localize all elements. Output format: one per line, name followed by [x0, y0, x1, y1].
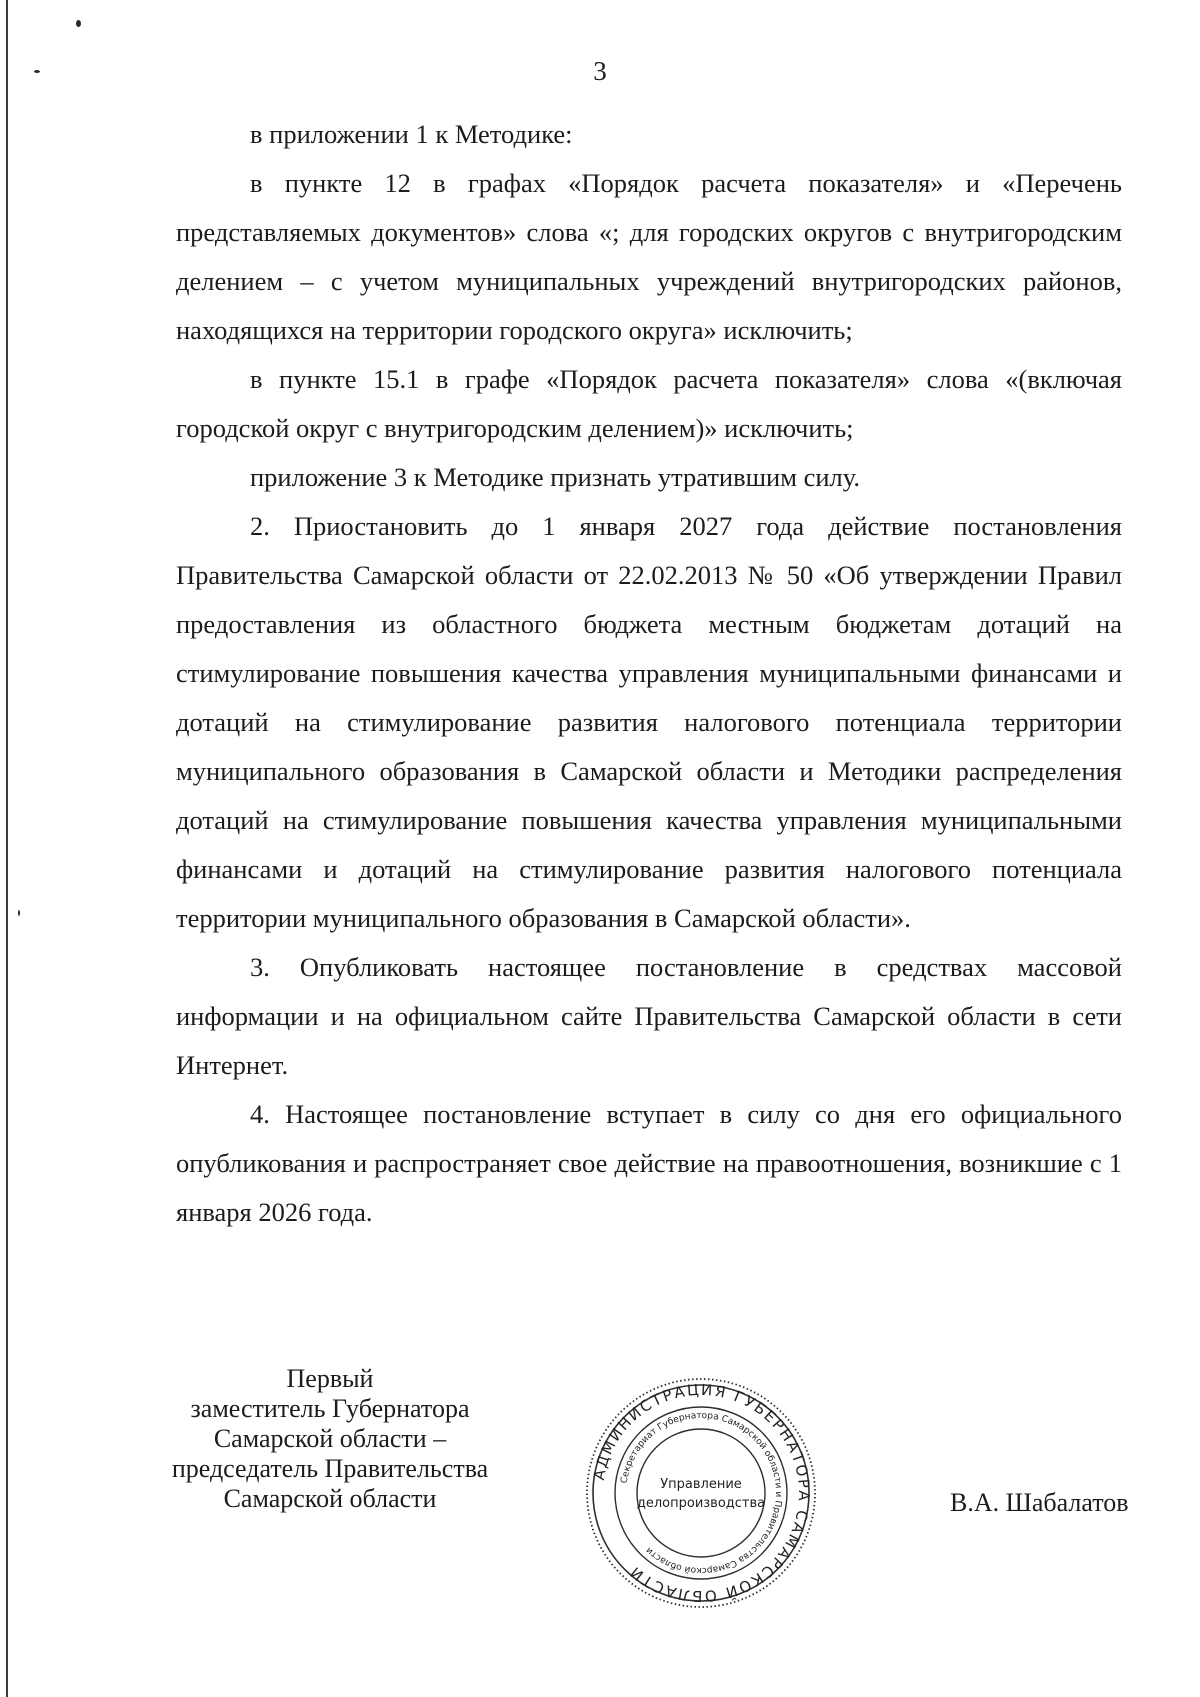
stamp-center-line: Управление: [660, 1477, 742, 1492]
paragraph: 3. Опубликовать настоящее постановление в средствах массовой информации и на официальном сайте Правительства Самарской области в сети Интернет.: [176, 952, 1122, 1080]
paragraph: в пункте 12 в графах «Порядок расчета показателя» и «Перечень представляемых документов» слова «; для городских округов с внутригородским делением – с учетом муниципальных учреждений внутригородских районов, находящихся на территории городского округа» исключить;: [176, 168, 1122, 345]
paragraph: в приложении 1 к Методике:: [250, 119, 573, 149]
paragraph: в пункте 15.1 в графе «Порядок расчета показателя» слова «(включая городской округ с внутригородским делением)» исключить;: [176, 364, 1122, 443]
scan-speck: [18, 910, 20, 916]
scan-edge-line: [6, 0, 8, 1697]
document-body: [176, 110, 1122, 1237]
paragraph: 2. Приостановить до 1 января 2027 года действие постановления Правительства Самарской области от 22.02.2013 № 50 «Об утверждении Правил предоставления из областного бюджета местным бюджетам дотаций на стимулирование повышения качества управления муниципальными финансами и дотаций на стимулирование развития налогового потенциала территории муниципального образования в Самарской области и Методики распределения дотаций на стимулирование повышения качества управления муниципальными финансами и дотаций на стимулирование развития налогового потенциала территории муниципального образования в Самарской области».: [176, 511, 1122, 933]
stamp-outer-text: АДМИНИСТРАЦИЯ ГУБЕРНАТОРА САМАРСКОЙ ОБЛАСТИ: [589, 1380, 814, 1606]
scan-speck: [76, 20, 81, 27]
signatory-title-line: Самарской области –: [213, 1424, 447, 1453]
stamp-center-line: делопроизводства: [636, 1496, 766, 1511]
signatory-title: [140, 1364, 520, 1514]
signatory-name: В.А. Шабалатов: [950, 1488, 1129, 1517]
signatory-title-line: председатель Правительства: [171, 1454, 489, 1483]
signatory-title-line: Самарской области: [223, 1484, 437, 1513]
stamp-inner-text: Секретариат Губернатора Самарской области и Правительства Самарской области: [619, 1410, 784, 1576]
paragraph: 4. Настоящее постановление вступает в силу со дня его официального опубликования и распространяет свое действие на правоотношения, возникшие с 1 января 2026 года.: [176, 1099, 1122, 1227]
signatory-title-line: заместитель Губернатора: [190, 1394, 470, 1423]
page-number: 3: [593, 56, 607, 86]
official-stamp: [581, 1373, 821, 1613]
signatory-title-line: Первый: [286, 1364, 374, 1393]
paragraph: приложение 3 к Методике признать утратившим силу.: [250, 462, 860, 492]
